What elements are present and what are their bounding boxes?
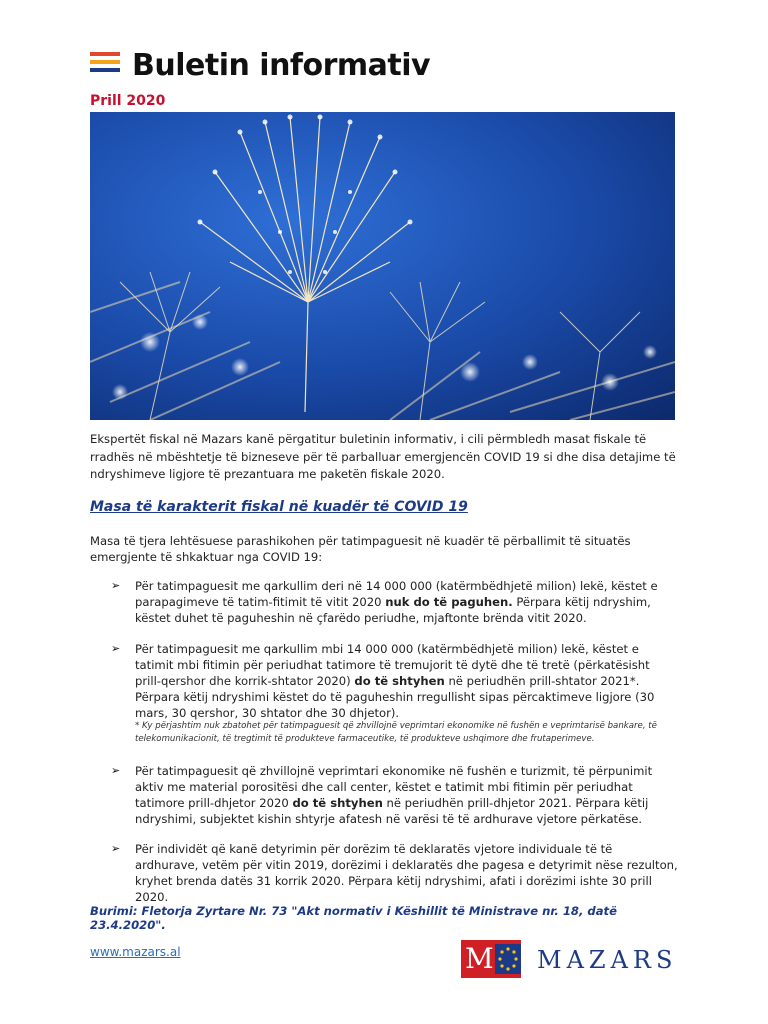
list-item: ➢ Për tatimpaguesit me qarkullim mbi 14 000 000 (katërmbëdhjetë milion) lekë, këstet e tatimit mbi fitimin për periudhat tatimore të tremujorit të dytë dhe të tretë (përkatësisht prill-qershor dhe korrik-shtator 2020) do të shtyhen në periudhën prill-shtator 2021*. Përpara këtij ndryshimi këstet do të paguheshin rregullisht sipas përcaktimeve ligjore (30 mars, 30 qershor, 30 shtator dhe 30 dhjetor). [111,642,655,720]
dandelion-dew-photo-icon [90,112,675,420]
issue-date: Prill 2020 [90,93,166,109]
list-item: ➢ Për tatimpaguesit që zhvillojnë veprimtari ekonomike në fushën e turizmit, të përpunimit aktiv me material porositësi dhe call center, këstet e tatimit mbi fitimin për periudhat tatimore prill-dhjetor 2020 do të shtyhen në periudhën prill-dhjetor 2021. Përpara këtij ndryshimi, subjektet kishin shtyrje afatesh në varësi të të ardhurave vjetore përkatëse. [111,764,653,826]
list-item: ➢ Për tatimpaguesit me qarkullim deri në 14 000 000 (katërmbëdhjetë milion) lekë, këstet e parapagimeve të tatim-fitimit të vitit 2020 nuk do të paguhen. Përpara këtij ndryshim, këstet duhet të paguheshin në çfarëdo periudhe, mjaftonte brënda vitit 2020. [111,579,658,625]
footnote: * Ky përjashtim nuk zbatohet për tatimpaguesit që zhvillojnë veprimtari ekonomike në fushën e veprimtarisë bankare, të telekomunikacionit, të tregtimit të produkteve farmaceutike, të produkteve ushqimore dhe frutaperimeve. [135,721,657,744]
arrow-bullet-icon: ➢ [111,579,121,592]
mazars-emblem-icon: M [461,940,521,978]
section-lead-paragraph: Masa të tjera lehtësuese parashikohen për tatimpaguesit në kuadër të përballimit të situatës emergjente të shkaktuar nga COVID 19: [90,534,631,564]
arrow-bullet-icon: ➢ [111,764,121,777]
bulletin-stripes-icon [90,52,120,76]
arrow-bullet-icon: ➢ [111,642,121,655]
arrow-bullet-icon: ➢ [111,842,121,855]
section-heading: Masa të karakterit fiskal në kuadër të COVID 19 [90,499,468,515]
intro-paragraph: Ekspertët fiskal në Mazars kanë përgatitur buletinin informativ, i cili përmbledh masat fiskale të rradhës në mbështetje të bizneseve për të parballuar emergjencën COVID 19 si dhe disa detajime të ndryshimeve ligjore të prezantuara me paketën fiskale 2020. [90,432,676,481]
mazars-wordmark: MAZARS [537,946,678,974]
page-title: Buletin informativ [132,48,431,83]
hero-image [90,112,675,420]
source-citation: Burimi: Fletorja Zyrtare Nr. 73 "Akt normativ i Këshillit të Ministrave nr. 18, datë 23.4.2020". [90,904,617,932]
stars-icon [495,944,521,974]
mazars-logo [461,940,677,978]
list-item: ➢ Për individët që kanë detyrimin për dorëzim të deklaratës vjetore individuale të të ardhurave, vetëm për vitin 2019, dorëzimi i deklaratës dhe pagesa e detyrimit nëse rezulton, kryhet brenda datës 31 korrik 2020. Përpara këtij ndryshimi, afati i dorëzimi ishte 30 prill 2020. [111,842,678,904]
website-link[interactable]: www.mazars.al [90,945,181,959]
